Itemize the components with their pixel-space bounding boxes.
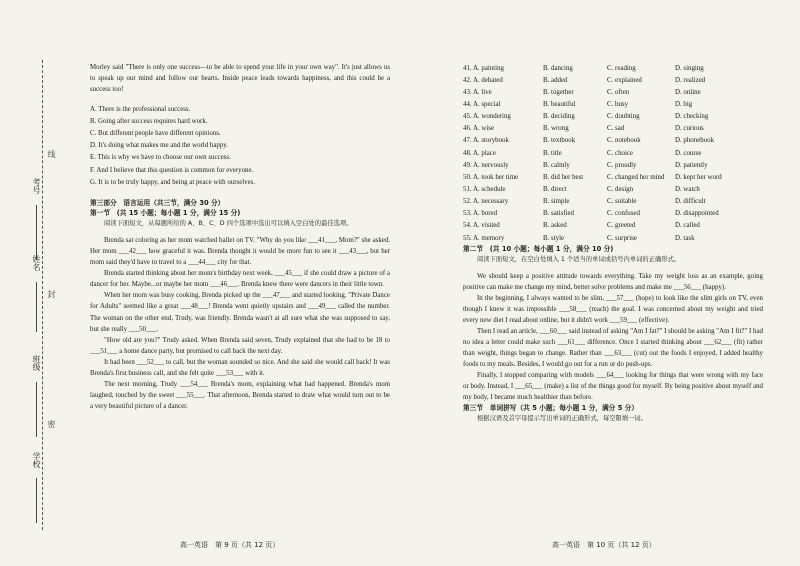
- part3-title: 第三部分 语言运用（共三节，满分 30 分）: [90, 198, 225, 207]
- choice-option: B. wrong: [543, 125, 569, 133]
- choice-option: C. changed her mind: [607, 173, 665, 181]
- choice-option: B. title: [543, 149, 562, 157]
- choice-option: 47. A. storybook: [463, 137, 509, 145]
- grammar-paragraph: We should keep a positive attitude towards everything. Take my weight loss as an example, going positive can make me change my mind, better solve problems and make me ___56___ (happy).: [463, 272, 763, 291]
- choice-option: D. course: [675, 149, 702, 157]
- choice-row: [463, 159, 755, 171]
- choice-option: 46. A. wise: [463, 125, 495, 133]
- choice-row: [463, 135, 755, 147]
- choice-option: B. style: [543, 234, 565, 242]
- choice-option: B. satisfied: [543, 210, 575, 218]
- option-c: C. But different people have different opinions.: [90, 130, 221, 138]
- choice-option: D. patiently: [675, 161, 708, 169]
- choice-option: D. task: [675, 234, 695, 242]
- choice-option: C. design: [607, 185, 634, 193]
- option-b: B. Going after success requires hard work.: [90, 118, 208, 126]
- grammar-paragraph: In the beginning, I always wanted to be slim, ___57___ (hope) to look like the slim girls on TV, even though I knew it was impossible ___58___ (reach) the goal. I was concerned about my weight and tried every new diet I read about online, but it didn't work ___59___ (effective).: [463, 294, 763, 325]
- choice-row: [463, 196, 755, 208]
- choice-option: D. curious: [675, 125, 704, 133]
- section1-title: 第一节 (共 15 小题；每小题 1 分，满分 15 分): [90, 209, 241, 218]
- choice-row: [463, 220, 755, 232]
- class-label: 班级: [32, 355, 41, 371]
- choice-row: [463, 123, 755, 135]
- choice-option: C. busy: [607, 100, 629, 108]
- choice-option: D. checking: [675, 113, 709, 121]
- cloze-paragraph: The next morning, Trudy ___54___ Brenda's mom, explaining what had happened. Brenda's mom laughed, touched by the sweet ___55___. That afternoon, Brenda started to draw what would turn out to be a very beautiful picture of a dancer.: [90, 380, 390, 410]
- choice-row: [463, 232, 755, 244]
- choice-option: D. called: [675, 222, 700, 230]
- option-g: G. It is to be truly happy, and being at peace with ourselves.: [90, 178, 256, 186]
- choice-option: 42. A. debated: [463, 76, 503, 84]
- page-9-column: [90, 62, 390, 412]
- cloze-choices-table: [463, 62, 755, 244]
- exam-number-line: [36, 205, 37, 260]
- choice-option: C. greeted: [607, 222, 636, 230]
- choice-option: D. difficult: [675, 198, 706, 206]
- choice-row: [463, 74, 755, 86]
- choice-option: C. sad: [607, 125, 625, 133]
- cloze-paragraph: It had been ___52___ to call, but the woman sounded so nice. And she said she would call back! It was Brenda's first business call, and she felt quite ___53___ with it.: [90, 358, 390, 377]
- choice-option: 52. A. necessary: [463, 198, 509, 206]
- choice-option: 49. A. nervously: [463, 161, 509, 169]
- choice-option: 45. A. wondering: [463, 113, 511, 121]
- choice-option: B. added: [543, 76, 568, 84]
- choice-option: B. beautiful: [543, 100, 576, 108]
- choice-option: B. deciding: [543, 113, 575, 121]
- choice-option: 41. A. painting: [463, 64, 504, 72]
- choice-row: [463, 98, 755, 110]
- section3-instructions: 根据汉语及首字母提示写出单词的正确形式，每空限填一词。: [477, 415, 648, 423]
- choice-row: [463, 183, 755, 195]
- choice-option: 54. A. visited: [463, 222, 500, 230]
- choice-option: C. explained: [607, 76, 642, 84]
- passage-intro: Morley said "There is only one success—to be able to spend your life in your own way". It's just allows us to speak up our mind and follow our hearts. Inside peace leads towards happiness, and this could be a success too!: [90, 64, 390, 94]
- grammar-paragraph: Finally, I stopped comparing with models ___64___ looking for things that were wrong with my face or body. Instead, I ___65___ (make) a list of the things good for myself. By being positive about myself and my body, I became much healthier than before.: [463, 372, 763, 402]
- choice-option: C. surprise: [607, 234, 637, 242]
- choice-option: D. disappointed: [675, 210, 719, 218]
- seal-mark-xian: 线: [47, 150, 56, 158]
- choice-option: C. reading: [607, 64, 636, 72]
- choice-option: C. often: [607, 88, 630, 96]
- choice-row: [463, 208, 755, 220]
- section1-instructions: 阅读下面短文，从每题所给的 A、B、C、D 四个选项中选出可以填入空白处的最佳选项。: [104, 220, 353, 228]
- choice-option: C. choice: [607, 149, 634, 157]
- cloze-paragraph: "How old are you?" Trudy asked. When Brenda said seven, Trudy explained that she had to be 18 to ___51___ a home dance party, but promised to call back the next day.: [90, 336, 390, 355]
- choice-option: 48. A. place: [463, 149, 496, 157]
- cut-line: [42, 60, 43, 530]
- cloze-paragraph: Brenda started thinking about her mom's birthday next week, ___45___ if she could draw a picture of a dancer for her. Maybe...or maybe her mom ___46___. Brenda knew there were dancers in their little town.: [90, 270, 390, 289]
- cloze-paragraph: Brenda sat coloring as her mom watched ballet on TV. "Why do you like ___41___, Mom?" she asked. Her mom ___42___ how graceful it was. Brenda thought it would be more fun to see it ___43___, but her mom said they'd have to travel to a ___44___ city for that.: [90, 237, 390, 267]
- choice-option: C. suitable: [607, 198, 637, 206]
- choice-option: D. watch: [675, 185, 700, 193]
- exam-number-label: 考号: [32, 178, 41, 194]
- choice-option: B. did her best: [543, 173, 584, 181]
- choice-row: [463, 171, 755, 183]
- choice-option: D. singing: [675, 64, 704, 72]
- cloze-paragraph: When her mom was busy cooking, Brenda picked up the ___47___ and started looking. "Private Dance for Adults" seemed like a great ___48___! Brenda went quietly upstairs and ___49___ called the number. The woman on the other end, Trudy, was friendly. Brenda wasn't at all sure what she was supposed to say, but she really ___50___.: [90, 292, 390, 333]
- page-footer-9: 高一英语 第 9 页（共 12 页）: [180, 541, 280, 549]
- section3-title: 第三节 单词拼写（共 5 小题；每小题 1 分，满分 5 分）: [463, 404, 639, 413]
- choice-option: D. kept her word: [675, 173, 722, 181]
- school-line: [36, 478, 37, 523]
- choice-option: D. phonebook: [675, 137, 715, 145]
- choice-option: B. simple: [543, 198, 570, 206]
- option-d: D. It's doing what makes me and the world happy.: [90, 142, 229, 150]
- choice-option: C. doubting: [607, 113, 640, 121]
- section2-instructions: 阅读下面短文，在空白处填入 1 个适当的单词或括号内单词的正确形式。: [477, 255, 681, 263]
- choice-option: 51. A. schedule: [463, 185, 506, 193]
- choice-option: 50. A. took her time: [463, 173, 519, 181]
- school-label: 学校: [32, 452, 41, 468]
- choice-row: [463, 111, 755, 123]
- page-footer-10: 高一英语 第 10 页（共 12 页）: [552, 541, 656, 549]
- name-line: [36, 282, 37, 332]
- seal-mark-mi: 密: [47, 420, 56, 428]
- choice-option: B. asked: [543, 222, 567, 230]
- choice-option: 55. A. memory: [463, 234, 505, 242]
- choice-option: B. dancing: [543, 64, 573, 72]
- choice-option: 44. A. special: [463, 100, 501, 108]
- option-e: E. This is why we have to choose our own success.: [90, 154, 231, 162]
- choice-option: C. confused: [607, 210, 640, 218]
- choice-option: D. big: [675, 100, 693, 108]
- binding-margin: [0, 0, 58, 566]
- choice-option: C. notebook: [607, 137, 641, 145]
- page-10-column: [463, 62, 763, 424]
- choice-option: B. calmly: [543, 161, 570, 169]
- option-f: F. And I believe that this question is common for everyone.: [90, 166, 254, 174]
- choice-option: B. direct: [543, 185, 567, 193]
- seal-mark-feng: 封: [47, 290, 56, 298]
- class-line: [36, 382, 37, 437]
- choice-option: D. online: [675, 88, 701, 96]
- choice-option: 43. A. live: [463, 88, 492, 96]
- choice-option: 53. A. bored: [463, 210, 498, 218]
- option-a: A. There is the professional success.: [90, 106, 191, 114]
- choice-option: B. together: [543, 88, 574, 96]
- section2-title: 第二节 (共 10 小题；每小题 1 分，满分 10 分): [463, 245, 614, 254]
- choice-option: C. proudly: [607, 161, 637, 169]
- choice-row: [463, 62, 755, 74]
- choice-option: B. textbook: [543, 137, 576, 145]
- name-label: 姓名: [32, 255, 41, 271]
- grammar-paragraph: Then I read an article, ___60___ said instead of asking "Am I fat?" I should be asking "Am I fit?" I had no idea a letter could make such ___61___ difference. Once I started thinking about ___62___ (fit) rather than weight, things began to change. Rather than ___63___ (cut) out the foods I enjoyed, I added healthy foods to my meals. Besides, I would go out for a run or do push-ups.: [463, 328, 763, 369]
- choice-option: D. realized: [675, 76, 706, 84]
- choice-row: [463, 147, 755, 159]
- choice-row: [463, 86, 755, 98]
